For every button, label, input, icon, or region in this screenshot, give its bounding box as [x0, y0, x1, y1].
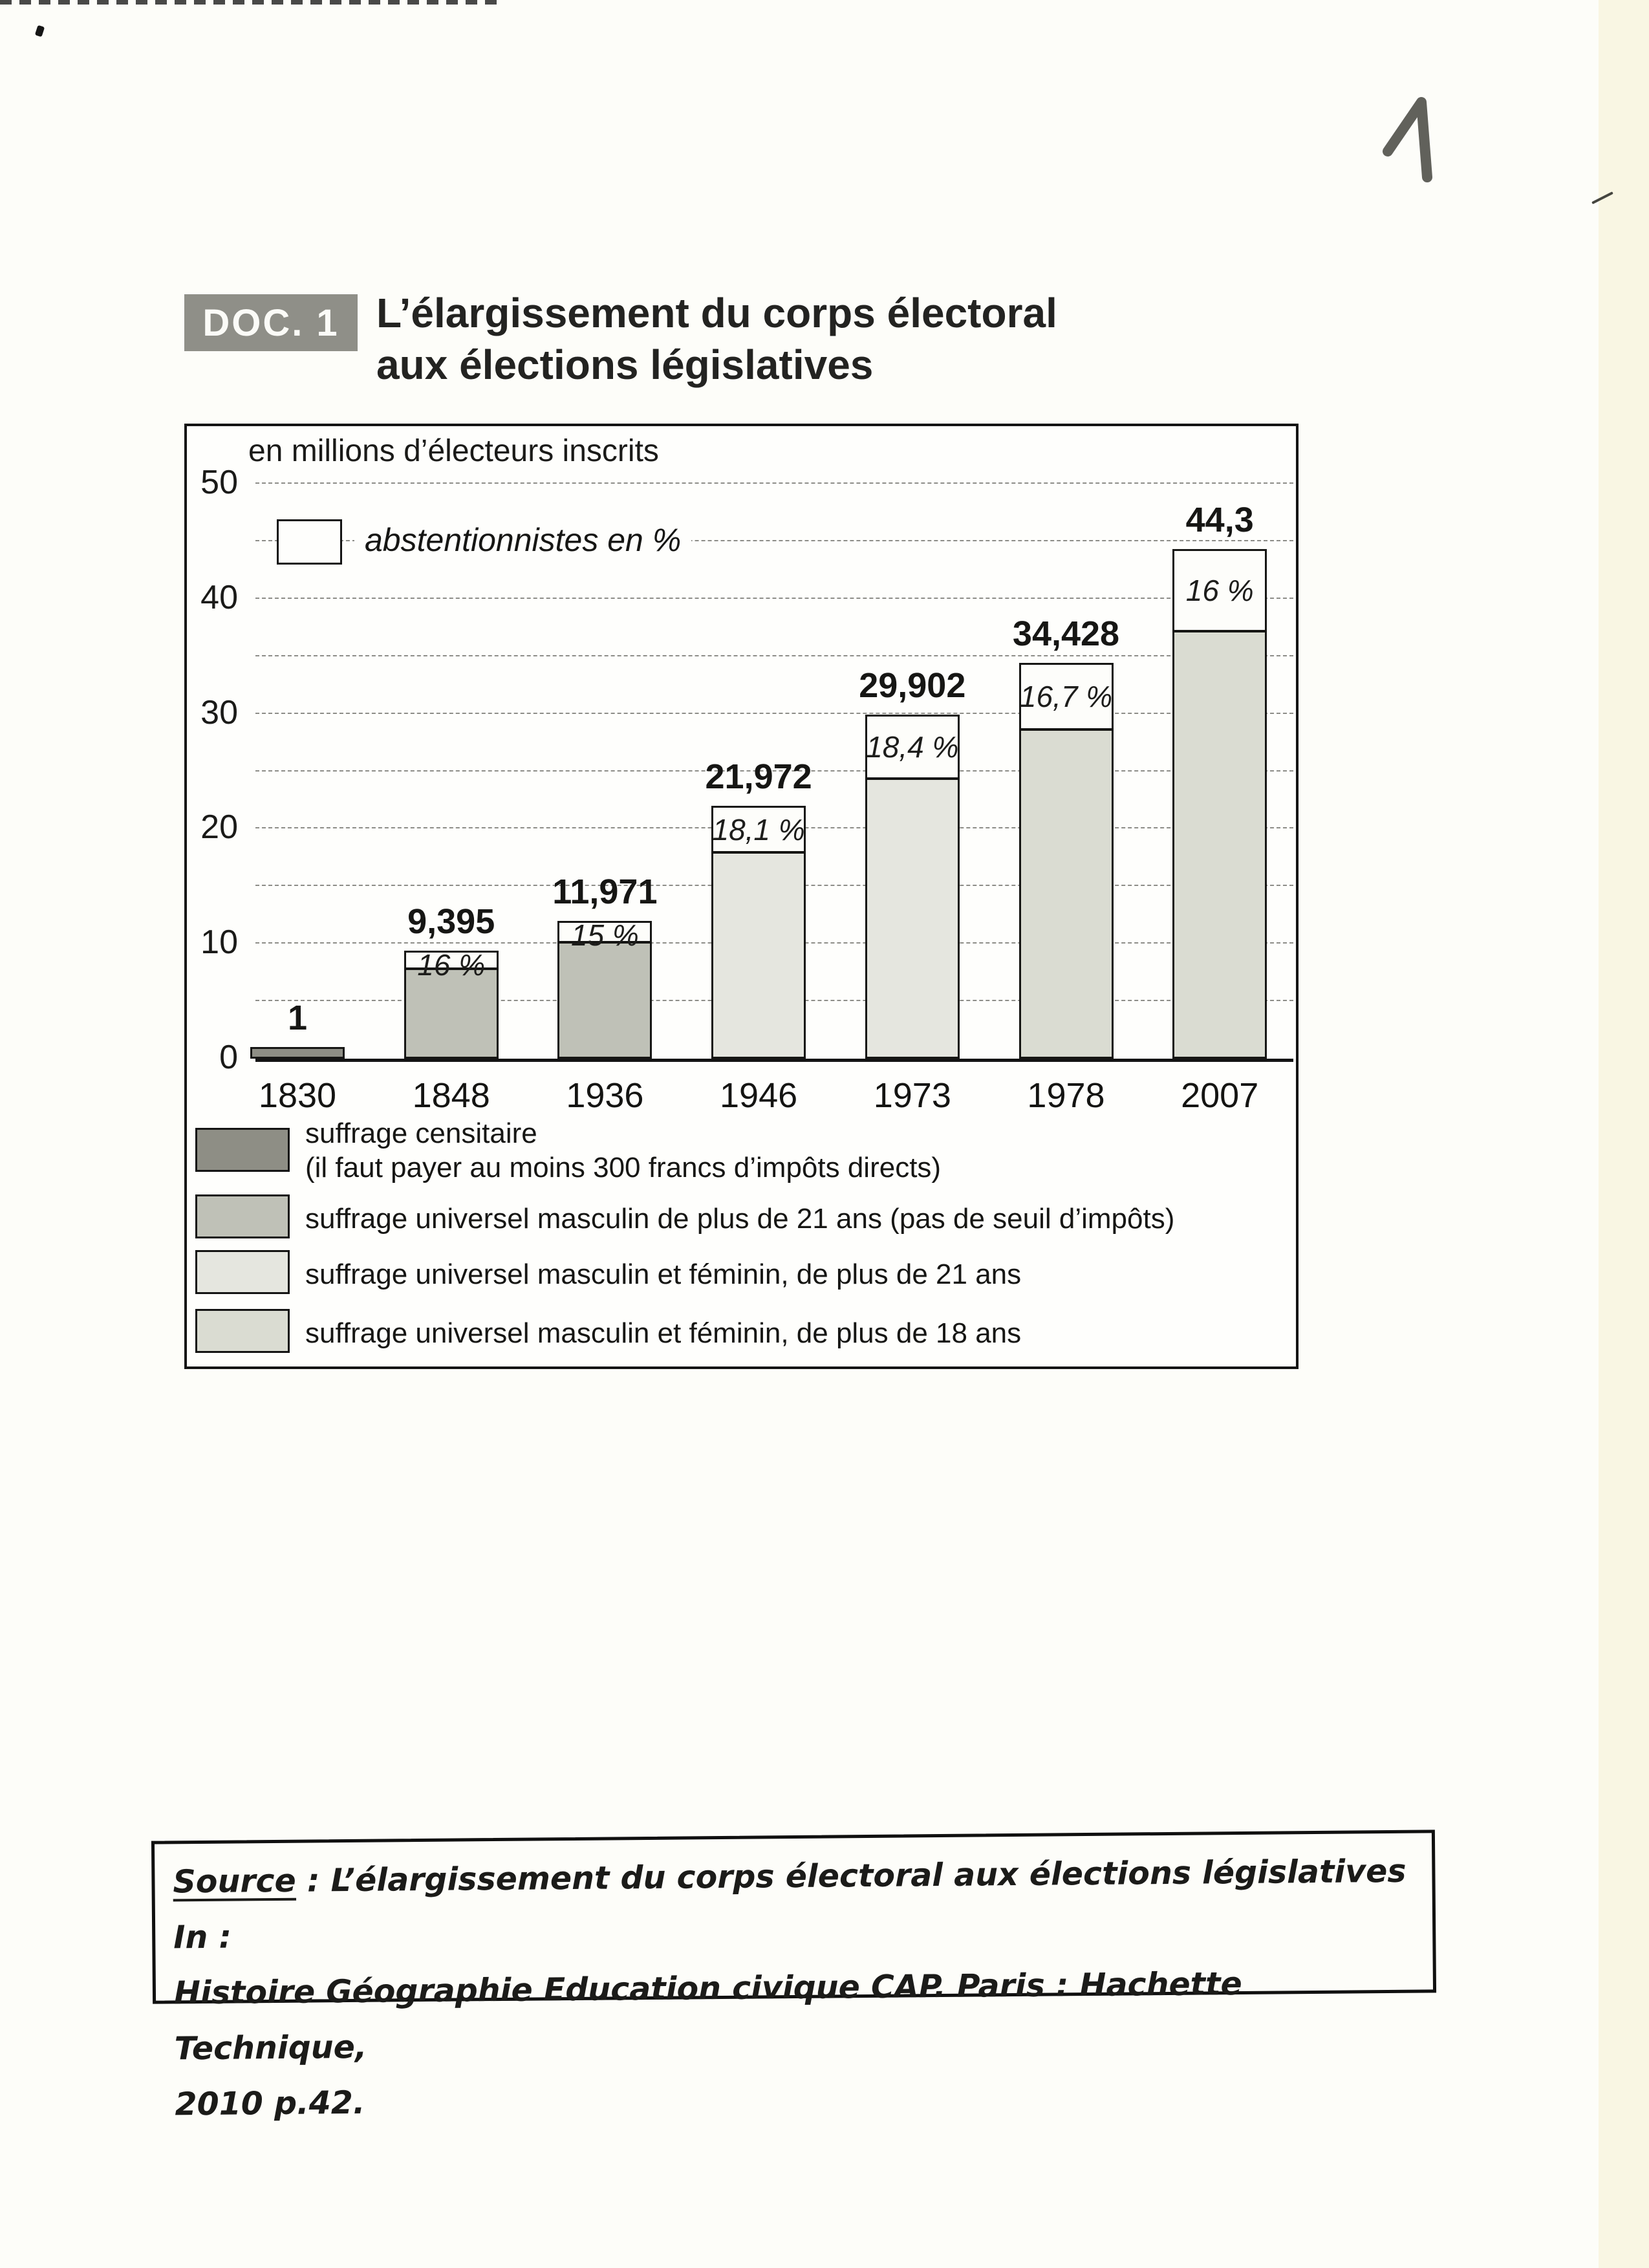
gridline [255, 713, 1293, 714]
legend-label-censitaire-line1: suffrage censitaire [305, 1118, 537, 1149]
x-tick-label-2007: 2007 [1181, 1076, 1259, 1115]
bar-1830 [250, 1047, 345, 1059]
x-tick-label-1848: 1848 [412, 1076, 490, 1115]
value-label-1936: 11,971 [552, 872, 658, 912]
bar-1848 [404, 947, 499, 1059]
x-tick-label-1973: 1973 [873, 1076, 951, 1115]
source-reference: L’élargissement du corps électoral aux élections législatives In : [173, 1852, 1406, 1956]
source-line1 [173, 1844, 1414, 1966]
y-tick-label: 40 [200, 578, 238, 616]
y-tick-label: 10 [200, 923, 238, 962]
bar-1973 [865, 715, 960, 1059]
abstention-box-2007 [1174, 551, 1265, 632]
abstention-box-1973 [867, 717, 958, 780]
abstention-label-1936: 15 % [570, 918, 639, 953]
legend-label-censitaire-line2: (il faut payer au moins 300 francs d’impôts directs) [305, 1152, 942, 1183]
abstention-legend-swatch [277, 519, 342, 565]
abstention-box-1848 [406, 947, 497, 982]
abstention-label-1848: 16 % [417, 947, 486, 982]
bar-1936 [557, 918, 652, 1059]
value-label-1848: 9,395 [407, 902, 495, 941]
page-title [376, 287, 1057, 391]
value-label-1973: 29,902 [859, 666, 966, 706]
abstention-label-1978: 16,7 % [1019, 679, 1113, 713]
source-line3: 2010 p.42. [175, 2084, 365, 2123]
legend-swatch-masculin-21 [195, 1194, 290, 1238]
source-box [151, 1830, 1436, 2123]
source-separator: : [296, 1862, 331, 1899]
source-label: Source [173, 1862, 297, 1901]
abstention-label-1946: 18,1 % [712, 812, 805, 847]
y-tick-label: 0 [219, 1039, 238, 1076]
legend-swatch-mixte-21 [195, 1250, 290, 1294]
bar-2007 [1172, 549, 1267, 1059]
source-line2: Histoire Géographie Education civique CAP. Paris : Hachette Technique, [173, 1965, 1242, 2068]
value-label-2007: 44,3 [1185, 501, 1254, 540]
scan-edge-top [0, 0, 504, 5]
scan-speck [35, 25, 45, 38]
bar-1946 [711, 806, 806, 1059]
doc-badge: DOC. 1 [184, 294, 358, 351]
gridline [255, 598, 1293, 599]
page-title-line2: aux élections législatives [376, 341, 874, 388]
legend-swatch-mixte-18 [195, 1309, 290, 1353]
legend-label-mixte-21: suffrage universel masculin et féminin, de plus de 21 ans [305, 1258, 1022, 1290]
handwritten-page-number [1370, 89, 1447, 193]
value-label-1830: 1 [287, 999, 308, 1038]
x-tick-label-1830: 1830 [258, 1076, 337, 1115]
y-axis-unit-label: en millions d’électeurs inscrits [248, 434, 659, 468]
value-label-1946: 21,972 [705, 757, 812, 797]
plot-area [255, 484, 1293, 1115]
legend-label-masculin-21: suffrage universel masculin de plus de 21 ans (pas de seuil d’impôts) [305, 1203, 1175, 1235]
scan-edge-right [1599, 0, 1649, 2268]
y-axis [136, 464, 238, 1076]
page-title-line1: L’élargissement du corps électoral [376, 290, 1057, 336]
abstention-box-1978 [1021, 665, 1112, 731]
legend-swatch-censitaire [195, 1128, 290, 1172]
y-tick-label: 50 [200, 464, 238, 501]
x-tick-label-1936: 1936 [566, 1076, 644, 1115]
abstention-label-1973: 18,4 % [866, 730, 959, 764]
legend-label-censitaire [305, 1116, 941, 1185]
bar-1978 [1019, 663, 1114, 1059]
gridline [255, 655, 1293, 656]
legend-label-mixte-18: suffrage universel masculin et féminin, de plus de 18 ans [305, 1317, 1022, 1349]
y-tick-label: 30 [200, 693, 238, 731]
abstention-label-2007: 16 % [1185, 574, 1254, 608]
x-tick-label-1978: 1978 [1027, 1076, 1105, 1115]
y-tick-label: 20 [200, 808, 238, 847]
abstention-box-1936 [559, 918, 650, 953]
gridline [255, 482, 1293, 484]
x-tick-label-1946: 1946 [720, 1076, 798, 1115]
abstention-legend-label: abstentionnistes en % [354, 521, 691, 559]
value-label-1978: 34,428 [1012, 614, 1120, 653]
abstention-box-1946 [713, 808, 804, 854]
